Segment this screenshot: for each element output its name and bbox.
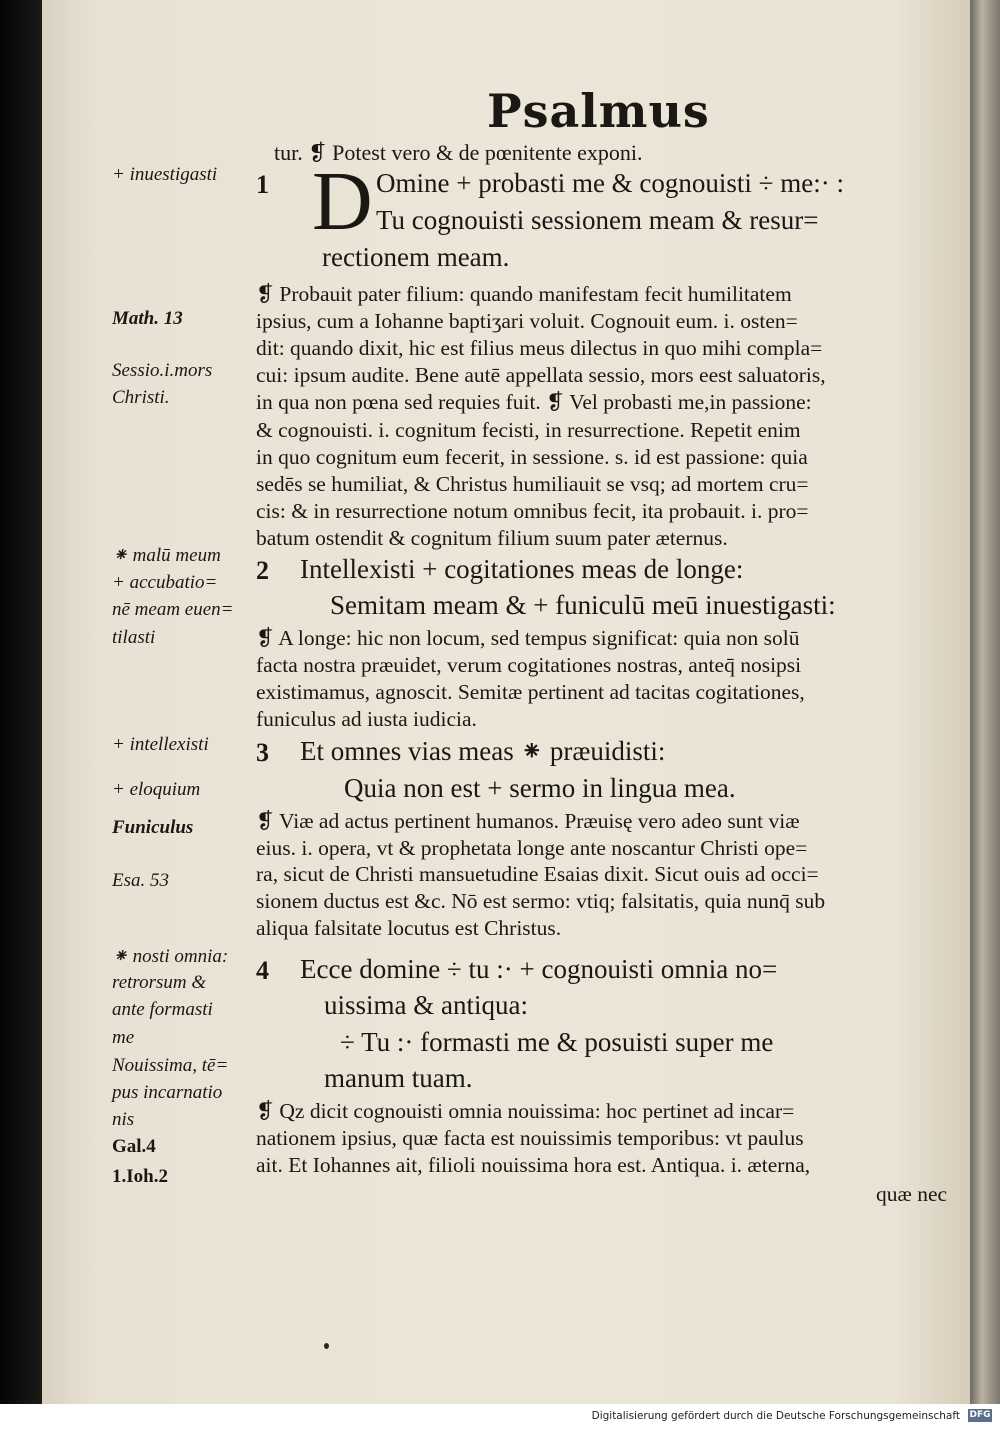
marginal-note: + intellexisti — [112, 734, 209, 755]
marginal-note: Gal.4 — [112, 1136, 156, 1157]
commentary-line: eius. i. opera, vt & prophetata longe ante noscantur Christi ope= — [256, 836, 808, 860]
marginal-note: + eloquium — [112, 779, 201, 800]
verse-line: Quia non est + sermo in lingua mea. — [344, 773, 736, 803]
commentary-line: sedēs se humiliat, & Christus humiliauit se vsq; ad mortem cru= — [256, 472, 809, 496]
marginal-note: nē meam euen= — [112, 599, 234, 620]
commentary-line: in qua non pœna sed requies fuit. ❡ Vel probasti me,in passione: — [256, 390, 812, 414]
verse-number: 2 — [256, 556, 269, 585]
marginal-note: Sessio.i.mors — [112, 360, 213, 381]
marginal-note: ante formasti — [112, 999, 213, 1020]
verse-number: 3 — [256, 738, 269, 767]
commentary-line: ipsius, cum a Iohanne baptiʒari voluit. Cognouit eum. i. osten= — [256, 309, 798, 333]
commentary-line: & cognouisti. i. cognitum fecisti, in resurrectione. Repetit enim — [256, 418, 801, 442]
marginal-note: ⁕ malū meum — [112, 545, 221, 566]
marginal-note: + inuestigasti — [112, 164, 218, 185]
verse-line: Tu cognouisti sessionem meam & resur= — [376, 205, 819, 235]
commentary-line: nationem ipsius, quæ facta est nouissimis temporibus: vt paulus — [256, 1126, 804, 1150]
running-title: Psalmus — [487, 84, 710, 138]
commentary-line: funiculus ad iusta iudicia. — [256, 707, 477, 731]
book-spine — [970, 0, 1000, 1404]
ink-spot — [324, 1343, 329, 1349]
marginal-note: + accubatio= — [112, 572, 218, 593]
page-edge-shadow — [0, 0, 42, 1404]
marginal-note: Math. 13 — [112, 308, 183, 329]
marginal-note: Funiculus — [112, 817, 194, 838]
verse-line: rectionem meam. — [322, 242, 510, 272]
marginal-note: Nouissima, tē= — [112, 1055, 229, 1076]
marginal-note: nis — [112, 1109, 135, 1130]
commentary-line: dit: quando dixit, hic est filius meus dilectus in quo mihi compla= — [256, 336, 823, 360]
marginal-note: Christi. — [112, 387, 170, 408]
marginal-note: retrorsum & — [112, 972, 207, 993]
commentary-line: facta nostra præuidet, verum cogitationes nostras, anteq̄ nosipsi — [256, 653, 802, 677]
drop-initial: D — [312, 155, 373, 248]
marginal-note: me — [112, 1027, 135, 1048]
digitization-footer — [0, 1404, 1000, 1429]
verse-line: manum tuam. — [324, 1063, 473, 1093]
commentary-line: quæ nec — [876, 1182, 948, 1206]
commentary-line: in quo cognitum eum fecerit, in sessione. s. id est passione: quia — [256, 445, 808, 469]
verse-line: Intellexisti + cogitationes meas de longe: — [300, 554, 744, 584]
commentary-line: cui: ipsum audite. Bene autē appellata sessio, mors eest saluatoris, — [256, 363, 826, 387]
verse-line: uissima & antiqua: — [324, 990, 528, 1020]
intro-line: tur. ❡ Potest vero & de pœnitente exponi. — [274, 140, 643, 165]
commentary-line: ❡ A longe: hic non locum, sed tempus significat: quia non solū — [256, 626, 800, 650]
commentary-line: batum ostendit & cognitum filium suum pater æternus. — [256, 526, 728, 550]
commentary-line: existimamus, agnoscit. Semitæ pertinent ad tacitas cogitationes, — [256, 680, 805, 704]
commentary-line: sionem ductus est &c. Nō est sermo: vtiq; falsitatis, quia nunq̄ sub — [256, 889, 826, 913]
commentary-line: aliqua falsitate locutus est Christus. — [256, 916, 562, 940]
marginal-note: pus incarnatio — [112, 1082, 223, 1103]
commentary-line: ra, sicut de Christi mansuetudine Esaias dixit. Sicut ouis ad occi= — [256, 862, 819, 886]
verse-number: 1 — [256, 170, 269, 199]
verse-line: Et omnes vias meas ⁕ præuidisti: — [300, 736, 666, 766]
dfg-logo: DFG — [969, 1410, 991, 1420]
commentary-line: ❡ Qz dicit cognouisti omnia nouissima: hoc pertinet ad incar= — [256, 1099, 795, 1123]
verse-line: Omine + probasti me & cognouisti ÷ me:· : — [376, 168, 844, 198]
footer-credit: Digitalisierung gefördert durch die Deutsche Forschungsgemeinschaft — [591, 1410, 960, 1422]
verse-number: 4 — [256, 956, 269, 985]
commentary-line: cis: & in resurrectione notum omnibus fecit, ita probauit. i. pro= — [256, 499, 809, 523]
marginal-note: tilasti — [112, 627, 156, 648]
verse-line: Ecce domine ÷ tu :· + cognouisti omnia no= — [300, 954, 778, 984]
commentary-line: ❡ Viæ ad actus pertinent humanos. Præuisę vero adeo sunt viæ — [256, 809, 800, 833]
marginal-note: Esa. 53 — [112, 870, 169, 891]
marginal-note: 1.Ioh.2 — [112, 1166, 168, 1187]
verse-line: Semitam meam & + funiculū meū inuestigasti: — [330, 590, 836, 620]
commentary-line: ❡ Probauit pater filium: quando manifestam fecit humilitatem — [256, 282, 792, 306]
verse-line: ÷ Tu :· formasti me & posuisti super me — [340, 1027, 774, 1057]
commentary-line: ait. Et Iohannes ait, filioli nouissima hora est. Antiqua. i. æterna, — [256, 1153, 811, 1177]
marginal-note: ⁕ nosti omnia: — [112, 946, 229, 967]
